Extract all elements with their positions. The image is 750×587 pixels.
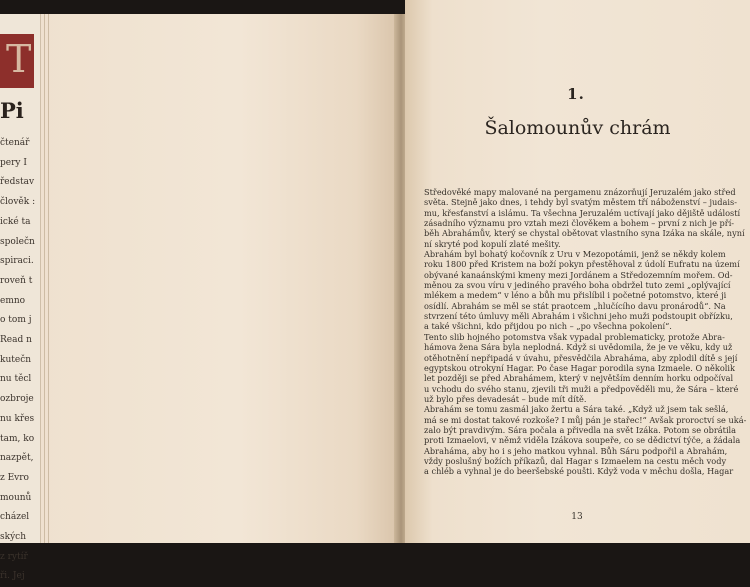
underlying-text-fragment: roveň t [0, 275, 33, 286]
body-text [424, 187, 747, 477]
underlying-text-fragment: nu křes [0, 413, 35, 424]
underlying-text-fragment: o tom j [0, 315, 32, 326]
text-line: proti Izmaelovi, v němž viděla Izákova soupeře, co se dědictví týče, a žádala [424, 435, 741, 446]
left-page-blank [40, 14, 399, 543]
text-line: mlékem a medem“ v léno a bůh mu přislíbil i početné potomstvo, které ji [424, 290, 727, 301]
text-line: otěhotnění nepřipadá v úvahu, přesvědčila Abraháma, aby zplodil dítě s její [424, 352, 738, 363]
text-line: Abrahám byl bohatý kočovník z Uru v Mezopotámii, jenž se někdy kolem [424, 249, 726, 260]
page-number: 13 [571, 512, 583, 522]
text-line: hámova žena Sára byla neplodná. Když si uvědomila, že je ve věku, kdy už [424, 342, 733, 353]
page-edge [48, 14, 49, 543]
underlying-text-fragment: nu těcl [0, 374, 32, 385]
text-line: světa. Stejně jako dnes, i tehdy byl svatým městem tří náboženství – judais- [424, 197, 737, 208]
text-line: Abraháma, aby ho i s jeho matkou vyhnal. Bůh Sáru podpořil a Abrahám, [424, 445, 728, 456]
underlying-text-fragment: ozbroje [0, 394, 34, 405]
chapter-number: 1. [567, 85, 585, 103]
text-line: už bylo přes devadesát – bude mít dítě. [424, 393, 587, 404]
text-line: vždy poslušný božích příkazů, dal Hagar s Izmaelem na cestu měch vody [424, 455, 727, 466]
underlying-book-cover [0, 34, 34, 88]
text-line: osídlí. Abrahám se měl se stát praotcem „hlučícího davu pronárodů“. Na [424, 300, 726, 311]
underlying-text-fragment: pery I [0, 157, 27, 168]
underlying-text-fragment: cházel [0, 512, 30, 523]
underlying-text-fragment: nazpět, [0, 453, 34, 464]
text-line: roku 1800 před Kristem na boží pokyn přestěhoval z údolí Eufratu na území [424, 259, 740, 270]
underlying-text-fragment: mounů [0, 492, 32, 503]
text-line: běh Abrahámův, který se chystal obětovat vlastního syna Izáka na skále, nyní [424, 228, 745, 239]
underlying-text-fragment: společn [0, 236, 35, 247]
text-line: stvrzení této úmluvy měli Abrahám i všichni jeho muži podstoupit obřízku, [424, 311, 733, 322]
text-line: mu, křesťanství a islámu. Ta všechna Jeruzalém uctívají jako dějiště událostí [424, 207, 741, 218]
text-line: Středověké mapy malované na pergamenu znázorňují Jeruzalém jako střed [424, 187, 736, 197]
text-line: Tento slib hojného potomstva však vypadal problematicky, protože Abra- [424, 331, 725, 342]
text-line: zásadního významu pro vztah mezi člověkem a bohem – první z nich je pří- [424, 218, 735, 229]
underlying-book-heading: Pi [0, 98, 24, 123]
underlying-text-fragment: ické ta [0, 216, 31, 227]
underlying-book [0, 14, 41, 582]
cover-glyph: T [6, 37, 32, 81]
underlying-text-fragment: spiraci. [0, 256, 34, 267]
underlying-text-fragment: Read n [0, 335, 32, 346]
page-edge [44, 14, 45, 543]
underlying-text-fragment: čtenář [0, 138, 30, 148]
text-line: Abrahám se tomu zasmál jako žertu a Sára také. „Když už jsem tak sešlá, [424, 404, 729, 415]
text-line: obývané kanaánskými kmeny mezi Jordánem a Středozemním mořem. Od- [424, 269, 733, 280]
underlying-text-fragment: člověk : [0, 197, 36, 208]
underlying-text-fragment: z Evro [0, 472, 29, 483]
underlying-text-fragment: ředstav [0, 177, 35, 188]
text-line: zalo být pravdivým. Sára počala a přivedla na svět Izáka. Potom se obrátila [424, 424, 737, 435]
underlying-text-fragment: emno [0, 295, 26, 306]
text-line: a také všichni, kdo přijdou po nich – „po všechna pokolení“. [424, 321, 672, 332]
text-line: egyptskou otrokyní Hagar. Po čase Hagar porodila syna Izmaele. O několik [424, 362, 735, 373]
text-line: má se mi dostat takové rozkoše? I můj pán je stařec!“ Avšak proroctví se uká- [424, 414, 747, 425]
underlying-text-fragment: ři. Jej [0, 571, 25, 582]
underlying-text-fragment: kutečn [0, 354, 32, 365]
chapter-title: Šalomounův chrám [484, 117, 671, 139]
right-page [405, 0, 750, 543]
underlying-text-fragment: z rytíř [0, 551, 28, 562]
text-line: ní skryté pod kopulí zlaté mešity. [424, 238, 561, 249]
underlying-text-fragment: tam, ko [0, 433, 35, 444]
text-line: let později se před Abrahámem, který v největším denním horku odpočíval [424, 373, 734, 384]
text-line: měnou za svou víru v jediného pravého boha obdržel tuto zemi „oplývající [424, 280, 731, 291]
text-line: u vchodu do svého stanu, zjevili tři muži a předpověděli mu, že Sára – které [424, 383, 739, 394]
text-line: a chléb a vyhnal je do beeršebské poušti. Když voda v měchu došla, Hagar [424, 466, 734, 477]
underlying-text-fragment: ských [0, 532, 26, 543]
underlying-book-text [0, 134, 40, 587]
